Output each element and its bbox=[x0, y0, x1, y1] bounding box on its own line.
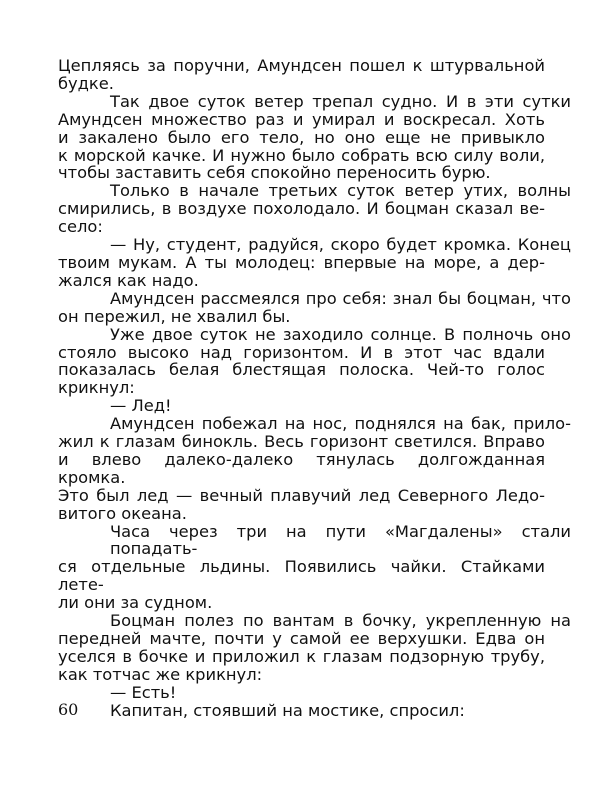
text-line: будке. bbox=[58, 73, 114, 93]
text-line: Амундсен побежал на нос, поднялся на бак, прило- bbox=[110, 414, 571, 434]
text-line: передней мачте, почти у самой ее верхушки. Едва он bbox=[58, 629, 545, 648]
text-line: крикнул: bbox=[58, 378, 135, 398]
paragraph-8 bbox=[58, 414, 571, 523]
text-line: Амундсен множество раз и умирал и воскресал. Хоть bbox=[58, 109, 545, 129]
text-line: — Есть! bbox=[110, 682, 177, 702]
text-line: — Лед! bbox=[110, 396, 172, 416]
text-line: витого океана. bbox=[58, 503, 187, 523]
text-line: село: bbox=[58, 217, 103, 237]
text-line: жался как надо. bbox=[58, 270, 199, 290]
text-line: Цепляясь за поручни, Амундсен пошел к штурвальной bbox=[58, 56, 545, 75]
text-line: он пережил, не хвалил бы. bbox=[58, 306, 291, 326]
text-line: показалась белая блестящая полоска. Чей-то голос bbox=[58, 360, 545, 380]
text-line: к морской качке. И нужно было собрать всю силу воли, bbox=[58, 145, 545, 165]
text-line: — Ну, студент, радуйся, скоро будет кромка. Конец bbox=[110, 235, 571, 255]
text-line: Так двое суток ветер трепал судно. И в эти сутки bbox=[110, 91, 571, 111]
paragraph-4 bbox=[58, 235, 571, 290]
text-line: ли они за судном. bbox=[58, 593, 213, 613]
text-line: как тотчас же крикнул: bbox=[58, 664, 263, 684]
paragraph-2 bbox=[58, 91, 571, 183]
text-line: и влево далеко-далеко тянулась долгожданная кромка. bbox=[58, 449, 545, 487]
paragraph-1 bbox=[58, 57, 545, 93]
paragraph-9 bbox=[58, 521, 571, 613]
paragraph-3 bbox=[58, 181, 571, 237]
text-line: чтобы заставить себя спокойно переносить бурю. bbox=[58, 163, 491, 183]
text-line: смирились, в воздухе похолодало. И боцман сказал ве- bbox=[58, 199, 545, 219]
text-line: жил к глазам бинокль. Весь горизонт светился. Вправо bbox=[58, 432, 545, 452]
paragraph-11 bbox=[58, 684, 545, 702]
text-line: стояло высоко над горизонтом. И в этот час вдали bbox=[58, 342, 545, 362]
text-line: Часа через три на пути «Магдалены» стали попадать- bbox=[110, 521, 571, 559]
paragraph-7 bbox=[58, 397, 545, 415]
text-line: Это был лед — вечный плавучий лед Северного Ледо- bbox=[58, 485, 545, 505]
text-line: Амундсен рассмеялся про себя: знал бы боцман, что bbox=[110, 288, 571, 308]
text-line: Капитан, стоявший на мостике, спросил: bbox=[110, 700, 465, 720]
text-line: твоим мукам. А ты молодец: впервые на море, а дер- bbox=[58, 252, 545, 272]
page-text bbox=[58, 56, 571, 720]
paragraph-6 bbox=[58, 324, 571, 398]
text-line: Боцман полез по вантам в бочку, укрепленную на bbox=[110, 611, 571, 631]
paragraph-10 bbox=[58, 611, 571, 684]
text-line: ся отдельные льдины. Появились чайки. Стайками лете- bbox=[58, 557, 545, 595]
text-line: Уже двое суток не заходило солнце. В полночь оно bbox=[110, 324, 571, 344]
text-line: и закалено было его тело, но оно еще не привыкло bbox=[58, 127, 545, 147]
paragraph-12 bbox=[58, 702, 545, 720]
text-line: уселся в бочке и приложил к глазам подзорную трубу, bbox=[58, 646, 545, 666]
page-number: 60 bbox=[58, 700, 79, 719]
text-line: Только в начале третьих суток ветер утих, волны bbox=[110, 181, 571, 201]
paragraph-5 bbox=[58, 288, 571, 326]
